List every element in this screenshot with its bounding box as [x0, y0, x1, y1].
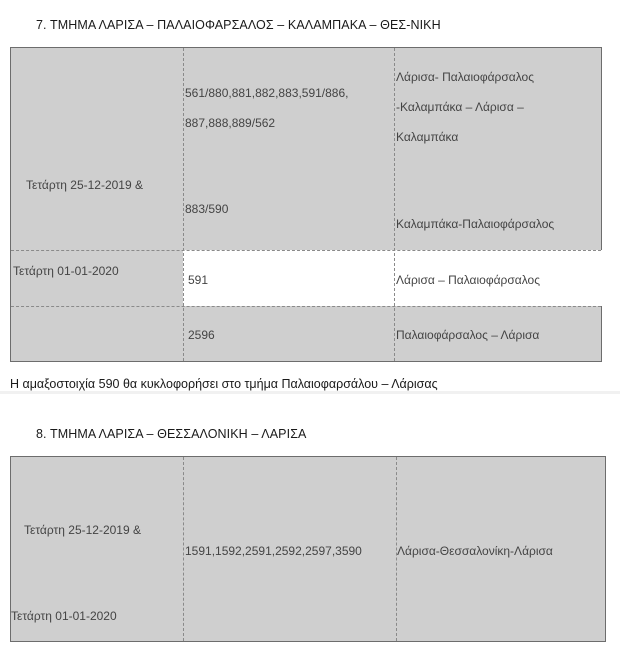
train-note: Η αμαξοστοιχία 590 θα κυκλοφορήσει στο τμήμα Παλαιοφαρσάλου – Λάρισας [10, 377, 438, 391]
trains-cell: 887,888,889/562 [185, 116, 276, 130]
row-divider [11, 250, 601, 251]
column-divider [394, 48, 395, 361]
section-7-title: 7. ΤΜΗΜΑ ΛΑΡΙΣΑ – ΠΑΛΑΙΟΦΑΡΣΑΛΟΣ – ΚΑΛΑΜΠΑΚΑ – ΘΕΣ-ΝΙΚΗ [36, 18, 441, 32]
date-cell-line-2: Τετάρτη 01-01-2020 [11, 609, 117, 623]
column-divider [183, 48, 184, 361]
route-cell: Καλαμπάκα-Παλαιοφάρσαλος [396, 217, 555, 231]
section-7-table [10, 47, 602, 362]
section-8-title: 8. ΤΜΗΜΑ ΛΑΡΙΣΑ – ΘΕΣΣΑΛΟΝΙΚΗ – ΛΑΡΙΣΑ [36, 427, 307, 441]
trains-cell: 561/880,881,882,883,591/886, [185, 86, 349, 100]
route-cell: Λάρισα – Παλαιοφάρσαλος [396, 273, 540, 287]
row-divider [11, 306, 601, 307]
route-cell: Παλαιοφάρσαλος – Λάρισα [396, 328, 540, 342]
route-cell: Καλαμπάκα [396, 130, 459, 144]
date-cell-line-2: Τετάρτη 01-01-2020 [13, 264, 119, 278]
trains-cell: 883/590 [185, 202, 229, 216]
date-cell-line-1: Τετάρτη 25-12-2019 & [26, 178, 143, 192]
section-separator [0, 391, 620, 394]
column-divider [183, 457, 184, 641]
trains-cell: 1591,1592,2591,2592,2597,3590 [185, 544, 362, 558]
section-8-table [10, 456, 606, 642]
route-cell: Λάρισα-Θεσσαλονίκη-Λάρισα [397, 544, 553, 558]
date-cell-line-1: Τετάρτη 25-12-2019 & [24, 523, 141, 537]
route-cell: Λάρισα- Παλαιοφάρσαλος [396, 70, 534, 84]
route-cell: -Καλαμπάκα – Λάρισα – [396, 100, 524, 114]
trains-cell: 591 [188, 273, 209, 287]
trains-cell: 2596 [188, 328, 215, 342]
